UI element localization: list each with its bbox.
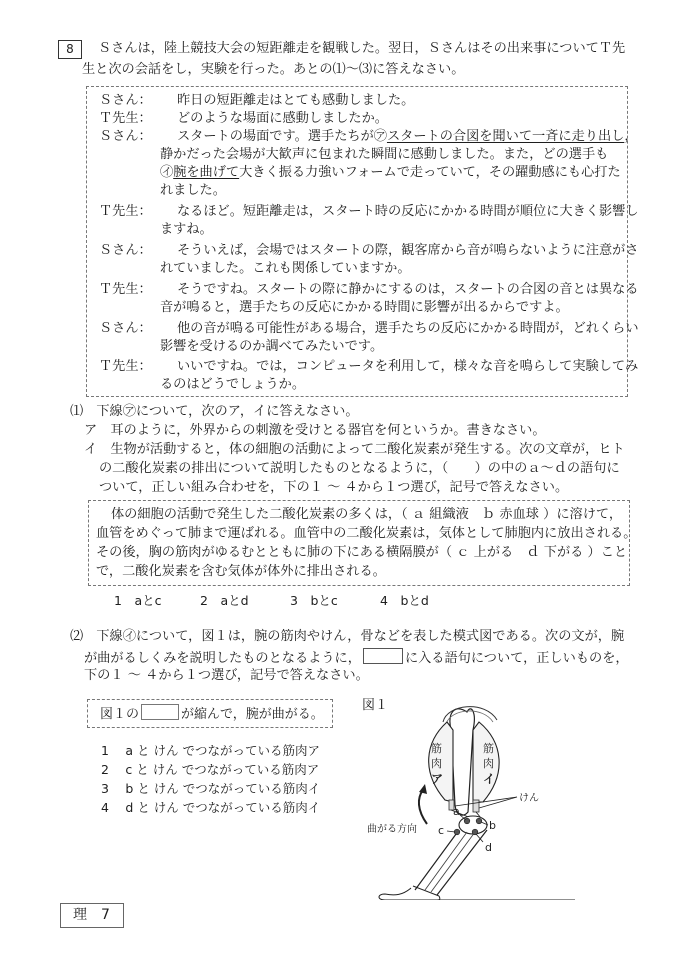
- forearm-bone: [425, 832, 475, 892]
- muscle-a-label-3: ア: [431, 772, 444, 786]
- part1-option-3: 3 bとc: [290, 593, 338, 608]
- question-intro-line2: 生と次の会話をし，実験を行った。あとの⑴～⑶に答えなさい。: [82, 62, 465, 77]
- underline-marker-a: ㋐: [373, 129, 387, 144]
- arrow-head: [419, 784, 427, 794]
- tendon-i: [473, 800, 479, 812]
- dialogue-text: いいですね。では，コンピュータを利用して，様々な音を鳴らして実験してみ: [177, 359, 639, 374]
- part1-option-4: 4 bとd: [380, 593, 429, 608]
- muscle-i-label-3: イ: [483, 772, 496, 786]
- point-b: [476, 818, 482, 824]
- part2-option-3: 3 b と けん でつながっている筋肉イ: [101, 781, 321, 796]
- speaker-label: Ｓさん：: [99, 243, 152, 258]
- speaker-label: Ｔ先生：: [99, 111, 152, 126]
- underline-marker-i: ㋑: [160, 165, 174, 180]
- point-c: [454, 829, 460, 835]
- speaker-label: Ｓさん：: [99, 93, 152, 108]
- dialogue-text-part: 大きく振る力強いフォームで走っていて，その躍動感にも心打た: [239, 165, 621, 180]
- part2-option-1: 1 a と けん でつながっている筋肉ア: [101, 743, 321, 758]
- subject-label: 理: [73, 907, 87, 923]
- wrist: [413, 886, 439, 896]
- part2-option-4: 4 d と けん でつながっている筋肉イ: [101, 800, 321, 815]
- arm-diagram: [355, 690, 575, 900]
- underlined-phrase-i: 腕を曲げて: [173, 165, 240, 180]
- part2-option-2: 2 c と けん でつながっている筋肉ア: [101, 762, 320, 777]
- text: に入る語句について，正しいものを，: [404, 651, 629, 666]
- dialogue-text: 他の音が鳴る可能性がある場合，選手たちの反応にかかる時間が，どれくらい: [177, 321, 639, 336]
- passage-line: その後，胸の筋肉がゆるむとともに肺の下にある横隔膜が（ ｃ 上がる ｄ 下がる ）こと: [96, 545, 628, 560]
- part2-line1: ⑵ 下線㋑について，図１は，腕の筋肉やけん，骨などを表した模式図である。次の文が，腕: [70, 629, 625, 644]
- punct: ，: [624, 129, 638, 144]
- humerus-bone: [450, 709, 474, 815]
- answer-blank: [141, 704, 179, 720]
- part2-line3: 下の１ ～ ４から１つ選び，記号で答えなさい。: [84, 668, 369, 683]
- direction-label: 曲がる方向: [367, 824, 417, 835]
- passage-line: 血管をめぐって肺まで運ばれる。血管中の二酸化炭素は，気体として肺胞内に放出される。: [96, 526, 637, 541]
- dialogue-text: そういえば，会場ではスタートの際，観客席から音が鳴らないように注意がさ: [177, 243, 639, 258]
- question-number-box: 8: [58, 40, 82, 59]
- hand: [379, 888, 575, 900]
- dialogue-text: なるほど。短距離走は，スタート時の反応にかかる時間が順位に大きく影響し: [177, 204, 639, 219]
- dialogue-text: るのはどうでしょうか。: [160, 377, 306, 392]
- dialogue-text: そうですね。スタートの際に静かにするのは，スタートの合図の音とは異なる: [177, 282, 639, 297]
- answer-blank: [363, 648, 403, 664]
- figure-title: 図１: [362, 698, 389, 713]
- dialogue-text: 静かだった会場が大歓声に包まれた瞬間に感動しました。また，どの選手も: [160, 147, 609, 162]
- speaker-label: Ｔ先生：: [99, 204, 152, 219]
- point-d-label: d: [485, 841, 492, 854]
- point-d: [472, 829, 478, 835]
- part1-question-i-line1: イ 生物が活動すると，体の細胞の活動によって二酸化炭素が発生する。次の文章が，ヒト: [84, 442, 625, 457]
- part1-heading: ⑴ 下線㋐について，次のア，イに答えなさい。: [70, 404, 359, 419]
- muscle-a-label-2: 肉: [431, 757, 442, 770]
- passage-line: で，二酸化炭素を含む気体が体外に排出される。: [96, 564, 386, 579]
- point-c-label: c: [438, 824, 445, 837]
- muscle-i-label-1: 筋: [483, 742, 494, 755]
- dialogue-text: れました。: [160, 183, 226, 198]
- speaker-label: Ｔ先生：: [99, 359, 152, 374]
- text: 図１の: [100, 707, 140, 722]
- speaker-label: Ｔ先生：: [99, 282, 152, 297]
- part2-sentence: [100, 704, 324, 724]
- part2-line2: [84, 648, 629, 668]
- forearm: [415, 830, 487, 895]
- point-b-label: b: [489, 819, 496, 832]
- dialogue-text: [160, 164, 621, 182]
- bend-direction-arrow: [419, 790, 427, 824]
- text: が曲がるしくみを説明したものとなるように，: [84, 651, 361, 666]
- part1-option-1: 1 aとc: [114, 593, 162, 608]
- dialogue-text: ますね。: [160, 222, 213, 237]
- question-intro-line1: Ｓさんは，陸上競技大会の短距離走を観戦した。翌日，Ｓさんはその出来事についてＴ先: [98, 41, 626, 56]
- dialogue-text: 音が鳴ると，選手たちの反応にかかる時間に影響が出るからですよ。: [160, 300, 569, 315]
- page-number: 7: [101, 907, 110, 923]
- part1-question-i-line3: ついて，正しい組み合わせを，下の１ ～ ４から１つ選び，記号で答えなさい。: [99, 480, 569, 495]
- page-footer-box: [60, 903, 124, 928]
- dialogue-text: どのような場面に感動しましたか。: [177, 111, 388, 126]
- dialogue-text-part: スタートの場面です。選手たちが: [177, 129, 374, 144]
- dialogue-text: 昨日の短距離走はとても感動しました。: [177, 93, 415, 108]
- part1-question-i-line2: の二酸化炭素の排出について説明したものとなるように，（ ）の中のａ～ｄの語句に: [99, 461, 620, 476]
- dialogue-text: [177, 128, 638, 146]
- underlined-phrase-a: スタートの合図を聞いて一斉に走り出し: [386, 129, 625, 144]
- dialogue-text: 影響を受けるのか調べてみたいです。: [160, 339, 384, 354]
- point-a-label: a: [453, 805, 460, 818]
- dialogue-text: れていました。これも関係していますか。: [160, 261, 411, 276]
- speaker-label: Ｓさん：: [99, 129, 152, 144]
- tendon-label: けん: [519, 793, 539, 804]
- part1-option-2: 2 aとd: [200, 593, 249, 608]
- part1-question-a: ア 耳のように，外界からの刺激を受けとる器官を何というか。書きなさい。: [84, 423, 546, 438]
- speaker-label: Ｓさん：: [99, 321, 152, 336]
- text: が縮んで，腕が曲がる。: [181, 707, 324, 722]
- muscle-a-label-1: 筋: [431, 742, 442, 755]
- muscle-i-label-2: 肉: [483, 757, 494, 770]
- passage-line: 体の細胞の活動で発生した二酸化炭素の多くは，（ ａ 組織液 ｂ 赤血球 ）に溶けて，: [111, 507, 623, 522]
